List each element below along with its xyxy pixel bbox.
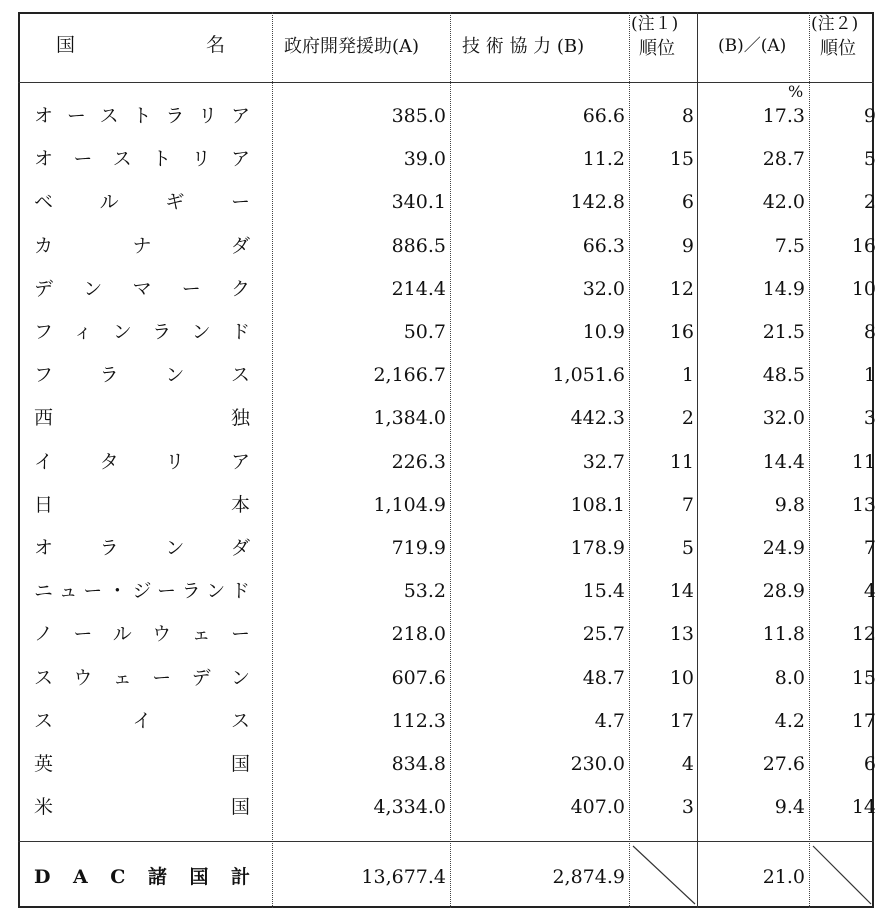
oda-value: 1,104.9 [373, 494, 446, 516]
total-rank2-blank [809, 842, 873, 906]
oda-value: 886.5 [391, 235, 446, 257]
rank2-value: 17 [851, 710, 876, 732]
header-rank2: 順位 [820, 38, 856, 59]
rank1-value: 6 [681, 191, 694, 213]
ratio-value: 8.0 [774, 667, 805, 689]
ratio-value: 42.0 [762, 191, 805, 213]
country-name [34, 453, 250, 472]
tech-value: 32.7 [582, 451, 625, 473]
country-name [34, 539, 250, 558]
country-name-char: ア [230, 451, 250, 473]
country-name-char: ナ [132, 235, 152, 257]
oda-value: 112.3 [391, 710, 446, 732]
oda-value: 340.1 [391, 191, 446, 213]
tech-value: 142.8 [570, 191, 625, 213]
country-name [34, 237, 250, 256]
rank2-value: 5 [863, 148, 876, 170]
country-name-char: ン [191, 321, 211, 343]
country-name-char: ラ [99, 364, 119, 386]
country-name-char: 日 [34, 494, 54, 516]
col-divider [629, 12, 630, 908]
oda-value: 226.3 [391, 451, 446, 473]
country-name-char: タ [99, 451, 119, 473]
ratio-value: 27.6 [762, 753, 805, 775]
header-country-2: 名 [206, 34, 226, 56]
rank1-value: 8 [681, 105, 694, 127]
country-name-char: ィ [73, 321, 93, 343]
tech-value: 1,051.6 [552, 364, 625, 386]
oda-value: 2,166.7 [373, 364, 446, 386]
total-label [34, 868, 250, 887]
country-name-char: オ [34, 148, 54, 170]
country-name [34, 496, 250, 515]
rank2-value: 4 [863, 580, 876, 602]
country-name-char: ラ [99, 537, 119, 559]
rank1-value: 17 [669, 710, 694, 732]
ratio-value: 11.8 [762, 623, 805, 645]
tech-value: 10.9 [582, 321, 625, 343]
rank2-value: 12 [851, 623, 876, 645]
rank2-value: 6 [863, 753, 876, 775]
country-name-char: ス [34, 710, 54, 732]
rank2-value: 3 [863, 407, 876, 429]
country-name-char: ス [34, 667, 54, 689]
oda-value: 4,334.0 [373, 796, 446, 818]
country-name [34, 366, 250, 385]
country-name-char: デ [34, 278, 54, 300]
ratio-value: 32.0 [762, 407, 805, 429]
rank2-value: 2 [863, 191, 876, 213]
country-name [34, 755, 250, 774]
oda-value: 607.6 [391, 667, 446, 689]
total-label-char: 国 [189, 866, 209, 888]
country-name-char: ル [99, 191, 119, 213]
tech-value: 25.7 [582, 623, 625, 645]
col-divider [697, 12, 698, 908]
tech-value: 4.7 [594, 710, 625, 732]
ratio-value: 14.4 [762, 451, 805, 473]
country-name [34, 193, 250, 212]
tech-value: 230.0 [570, 753, 625, 775]
country-name-char: ン [165, 364, 185, 386]
rank1-value: 16 [669, 321, 694, 343]
country-name-char: ・ [107, 580, 127, 602]
percent-unit: % [788, 82, 804, 101]
country-name-char: 国 [230, 796, 250, 818]
total-label-char: 諸 [147, 866, 167, 888]
country-name-char: 英 [34, 753, 54, 775]
rank1-value: 9 [681, 235, 694, 257]
rank1-value: 11 [669, 451, 694, 473]
country-name-char: ン [83, 278, 103, 300]
rank2-value: 16 [851, 235, 876, 257]
total-label-char: C [110, 866, 126, 888]
tech-value: 178.9 [570, 537, 625, 559]
country-name-char: ト [152, 148, 172, 170]
country-name-char: ル [112, 623, 132, 645]
header-rank1-note: (注１) [631, 14, 679, 34]
ratio-value: 9.8 [774, 494, 805, 516]
tech-value: 32.0 [582, 278, 625, 300]
country-name-char: 米 [34, 796, 54, 818]
tech-value: 66.3 [582, 235, 625, 257]
country-name-char: ー [83, 580, 103, 602]
oda-value: 50.7 [403, 321, 446, 343]
country-name-char: 国 [230, 753, 250, 775]
country-name [34, 150, 250, 169]
country-name-char: ス [99, 105, 119, 127]
rank1-value: 12 [669, 278, 694, 300]
col-divider [809, 12, 810, 908]
total-rank1-blank [629, 842, 697, 906]
header-rank2-note: (注２) [811, 14, 859, 34]
country-name [34, 409, 250, 428]
tech-value: 108.1 [570, 494, 625, 516]
total-tech: 2,874.9 [552, 866, 625, 888]
country-name [34, 582, 250, 601]
country-name-char: フ [34, 321, 54, 343]
header-rank1: 順位 [639, 38, 675, 59]
oda-value: 53.2 [403, 580, 446, 602]
total-oda: 13,677.4 [361, 866, 446, 888]
country-name-char: ン [112, 321, 132, 343]
country-name-char: リ [191, 148, 211, 170]
country-name [34, 107, 250, 126]
rank1-value: 3 [681, 796, 694, 818]
tech-value: 15.4 [582, 580, 625, 602]
rank2-value: 9 [863, 105, 876, 127]
country-name-char: ウ [152, 623, 172, 645]
rank2-value: 15 [851, 667, 876, 689]
rank1-value: 5 [681, 537, 694, 559]
country-name-char: ー [66, 105, 86, 127]
country-name-char: リ [198, 105, 218, 127]
country-name-char: イ [34, 451, 54, 473]
rank1-value: 14 [669, 580, 694, 602]
country-name-char: ー [152, 667, 172, 689]
ratio-value: 9.4 [774, 796, 805, 818]
country-name-char: ュ [58, 580, 78, 602]
oda-value: 719.9 [391, 537, 446, 559]
country-name [34, 323, 250, 342]
country-name-char: リ [165, 451, 185, 473]
ratio-value: 24.9 [762, 537, 805, 559]
country-name-char: ウ [73, 667, 93, 689]
country-name-char: フ [34, 364, 54, 386]
country-name-char: ス [230, 710, 250, 732]
tech-value: 407.0 [570, 796, 625, 818]
country-name-char: オ [34, 537, 54, 559]
ratio-value: 48.5 [762, 364, 805, 386]
country-name-char: カ [34, 235, 54, 257]
country-name-char: ス [230, 364, 250, 386]
country-name-char: ニ [34, 580, 54, 602]
country-name-char: ェ [191, 623, 211, 645]
ratio-value: 17.3 [762, 105, 805, 127]
country-name [34, 669, 250, 688]
tech-value: 11.2 [582, 148, 625, 170]
ratio-value: 7.5 [774, 235, 805, 257]
country-name [34, 712, 250, 731]
country-name-char: ー [157, 580, 177, 602]
country-name-char: ド [230, 580, 250, 602]
total-label-char: D [34, 866, 51, 888]
country-name [34, 798, 250, 817]
rank2-value: 14 [851, 796, 876, 818]
country-name-char: ー [230, 191, 250, 213]
oda-value: 39.0 [403, 148, 446, 170]
oda-value: 385.0 [391, 105, 446, 127]
country-name-char: ク [230, 278, 250, 300]
country-name-char: ン [230, 667, 250, 689]
rank1-value: 10 [669, 667, 694, 689]
country-name [34, 280, 250, 299]
country-name-char: ト [132, 105, 152, 127]
country-name-char: ダ [230, 537, 250, 559]
country-name-char: ェ [112, 667, 132, 689]
country-name-char: ジ [132, 580, 152, 602]
country-name-char: ベ [34, 191, 54, 213]
rank1-value: 7 [681, 494, 694, 516]
header-ratio: (B)／(A) [718, 36, 787, 56]
country-name [34, 625, 250, 644]
rank2-value: 11 [851, 451, 876, 473]
ratio-value: 28.7 [762, 148, 805, 170]
rank2-value: 7 [863, 537, 876, 559]
rank2-value: 13 [851, 494, 876, 516]
tech-value: 48.7 [582, 667, 625, 689]
rank1-value: 13 [669, 623, 694, 645]
oda-value: 1,384.0 [373, 407, 446, 429]
total-label-char: 計 [230, 866, 250, 888]
country-name-char: ア [230, 148, 250, 170]
header-country-1: 国 [56, 34, 76, 56]
country-name-char: ラ [181, 580, 201, 602]
country-name-char: ギ [165, 191, 185, 213]
tech-value: 66.6 [582, 105, 625, 127]
country-name-char: デ [191, 667, 211, 689]
rank2-value: 8 [863, 321, 876, 343]
header-tech: 技 術 協 力 (B) [462, 36, 585, 57]
oda-value: 834.8 [391, 753, 446, 775]
country-name-char: ラ [165, 105, 185, 127]
country-name-char: ラ [152, 321, 172, 343]
country-name-char: ン [206, 580, 226, 602]
country-name-char: ー [73, 623, 93, 645]
rank2-value: 1 [863, 364, 876, 386]
country-name-char: 独 [230, 407, 250, 429]
country-name-char: マ [132, 278, 152, 300]
header-rule [18, 82, 874, 83]
header-oda: 政府開発援助(A) [284, 36, 420, 57]
rank1-value: 2 [681, 407, 694, 429]
ratio-value: 21.5 [762, 321, 805, 343]
ratio-value: 28.9 [762, 580, 805, 602]
ratio-value: 14.9 [762, 278, 805, 300]
col-divider [450, 12, 451, 908]
oda-value: 218.0 [391, 623, 446, 645]
country-name-char: ア [230, 105, 250, 127]
rank1-value: 4 [681, 753, 694, 775]
total-label-char: A [73, 866, 88, 888]
rank1-value: 1 [681, 364, 694, 386]
country-name-char: ス [112, 148, 132, 170]
country-name-char: ノ [34, 623, 54, 645]
col-divider [272, 12, 273, 908]
tech-value: 442.3 [570, 407, 625, 429]
country-name-char: ー [230, 623, 250, 645]
country-name-char: 本 [230, 494, 250, 516]
country-name-char: 西 [34, 407, 54, 429]
country-name-char: ー [73, 148, 93, 170]
total-ratio: 21.0 [762, 866, 805, 888]
country-name-char: オ [34, 105, 54, 127]
ratio-value: 4.2 [774, 710, 805, 732]
country-name-char: ー [181, 278, 201, 300]
total-rule [18, 841, 874, 842]
country-name-char: イ [132, 710, 152, 732]
country-name-char: ド [230, 321, 250, 343]
country-name-char: ン [165, 537, 185, 559]
country-name-char: ダ [230, 235, 250, 257]
rank2-value: 10 [851, 278, 876, 300]
rank1-value: 15 [669, 148, 694, 170]
oda-value: 214.4 [391, 278, 446, 300]
